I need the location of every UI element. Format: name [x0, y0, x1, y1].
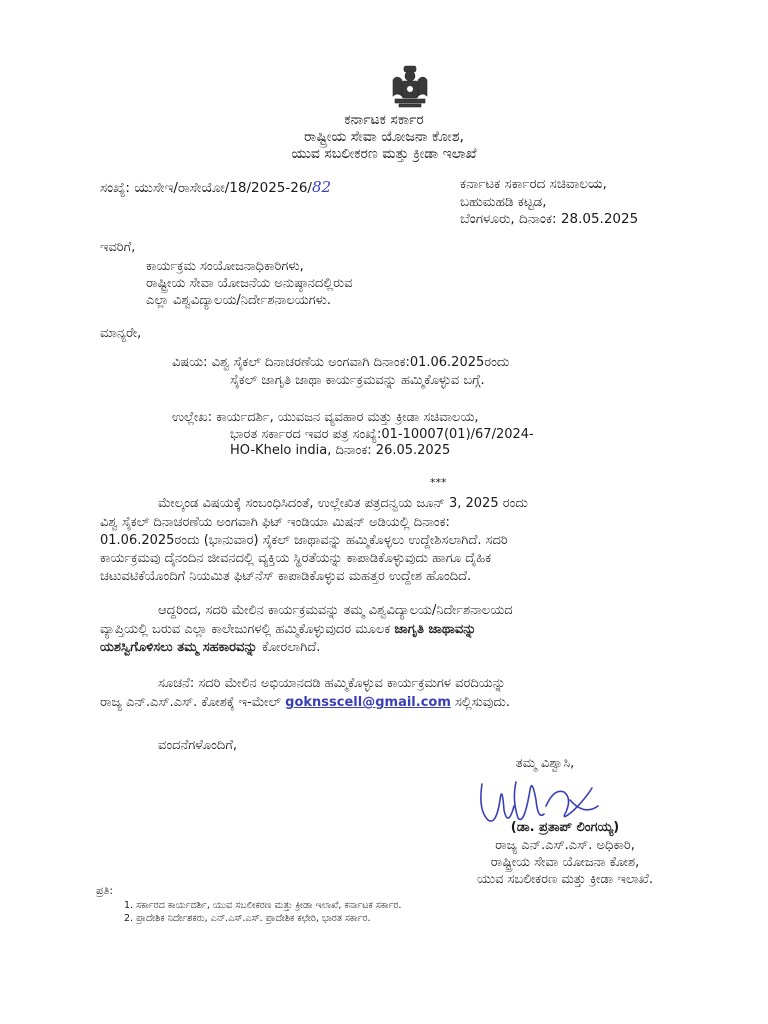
header-line2: ರಾಷ್ಟ್ರೀಯ ಸೇವಾ ಯೋಜನಾ ಕೋಶ, — [304, 129, 464, 145]
body-para2-bold: ಯಶಸ್ವಿಗೊಳಿಸಲು ತಮ್ಮ ಸಹಕಾರವನ್ನು — [100, 640, 262, 655]
copy-to-label: ಪ್ರತಿ: — [96, 884, 114, 897]
notice-line — [100, 695, 710, 710]
reference-label: ಸಂಖ್ಯೆ: ಯುಸೇಇ/ರಾಸೇಯೋ/18/2025-26/ — [100, 180, 312, 196]
notice-text: ರಾಜ್ಯ ಎನ್.ಎಸ್.ಎಸ್. ಕೋಶಕ್ಕೆ ಇ-ಮೇಲ್ — [100, 695, 286, 710]
body-para1-line: ಕಾರ್ಯಕ್ರಮವು ದೈನಂದಿನ ಜೀವನದಲ್ಲಿ ವ್ಯಕ್ತಿಯ ಸ್ಥಿರತೆಯನ್ನು ಕಾಪಾಡಿಕೊಳ್ಳುವುದು ಹಾಗೂ ದೈಹಿಕ — [100, 551, 492, 566]
body-para2-line — [100, 640, 710, 655]
body-para1-line: 01.06.2025ರಂದು (ಭಾನುವಾರ) ಸೈಕಲ್ ಜಾಥಾವನ್ನು ಹಮ್ಮಿಕೊಳ್ಳಲು ಉದ್ದೇಶಿಸಲಾಗಿದೆ. ಸದರಿ — [100, 533, 508, 548]
signer-designation: ರಾಜ್ಯ ಎನ್.ಎಸ್.ಎಸ್. ಅಧಿಕಾರಿ, — [495, 838, 635, 853]
copy-to-item: 1. ಸರ್ಕಾರದ ಕಾರ್ಯದರ್ಶಿ, ಯುವ ಸಬಲೀಕರಣ ಮತ್ತು ಕ್ರೀಡಾ ಇಲಾಖೆ, ಕರ್ನಾಟಕ ಸರ್ಕಾರ. — [124, 900, 402, 911]
address-line1: ಕರ್ನಾಟಕ ಸರ್ಕಾರದ ಸಚಿವಾಲಯ, — [460, 176, 607, 192]
reference-number — [100, 178, 331, 196]
recipient-line: ರಾಷ್ಟ್ರೀಯ ಸೇವಾ ಯೋಜನೆಯ ಅನುಷ್ಠಾನದಲ್ಲಿರುವ — [146, 276, 353, 291]
body-para1-line: ಮೇಲ್ಕಂಡ ವಿಷಯಕ್ಕೆ ಸಂಬಂಧಿಸಿದಂತೆ, ಉಲ್ಲೇಖಿತ ಪತ್ರದನ್ವಯ ಜೂನ್ 3, 2025 ರಂದು — [158, 496, 528, 511]
separator: *** — [430, 476, 447, 489]
signer-designation: ರಾಷ್ಟ್ರೀಯ ಸೇವಾ ಯೋಜನಾ ಕೋಶ, — [490, 855, 640, 870]
reference-line: HO-Khelo india, ದಿನಾಂಕ: 26.05.2025 — [230, 443, 451, 458]
notice-line: ಸೂಚನೆ: ಸದರಿ ಮೇಲಿನ ಅಭಿಯಾನದಡಿ ಹಮ್ಮಿಕೊಳ್ಳುವ ಕಾರ್ಯಕ್ರಮಗಳ ವರದಿಯನ್ನು — [158, 676, 506, 691]
subject-line: ವಿಷಯ: ವಿಶ್ವ ಸೈಕಲ್ ದಿನಾಚರಣೆಯ ಅಂಗವಾಗಿ ದಿನಾಂಕ:01.06.2025ರಂದು — [172, 355, 510, 370]
email-link[interactable]: goknsscell@gmail.com — [285, 695, 451, 710]
body-para1-line: ಚಟುವಟಿಕೆಯೊಂದಿಗೆ ನಿಯಮಿತ ಫಿಟ್‌ನೆಸ್ ಕಾಪಾಡಿಕೊಳ್ಳುವ ಮಹತ್ತರ ಉದ್ದೇಶ ಹೊಂದಿದೆ. — [100, 569, 472, 584]
body-para2-bold: ಜಾಗೃತಿ ಜಾಥಾವನ್ನು — [394, 622, 477, 637]
header-line1: ಕರ್ನಾಟಕ ಸರ್ಕಾರ — [344, 112, 424, 128]
address-line3: ಬೆಂಗಳೂರು, ದಿನಾಂಕ: 28.05.2025 — [460, 211, 639, 227]
yours-faithfully: ತಮ್ಮ ವಿಶ್ವಾಸಿ, — [515, 756, 575, 771]
reference-line: ಉಲ್ಲೇಖ: ಕಾರ್ಯದರ್ಶಿ, ಯುವಜನ ವ್ಯವಹಾರ ಮತ್ತು ಕ್ರೀಡಾ ಸಚಿವಾಲಯ, — [172, 410, 479, 425]
header-line3: ಯುವ ಸಬಲೀಕರಣ ಮತ್ತು ಕ್ರೀಡಾ ಇಲಾಖೆ — [291, 146, 477, 162]
address-line2: ಬಹುಮಹಡಿ ಕಟ್ಟಡ, — [460, 194, 547, 210]
closing: ವಂದನೆಗಳೊಂದಿಗೆ, — [158, 738, 237, 753]
body-para2-text: ಕೋರಲಾಗಿದೆ. — [261, 640, 321, 655]
copy-to-item: 2. ಪ್ರಾದೇಶಿಕ ನಿರ್ದೇಶಕರು, ಎನ್.ಎಸ್.ಎಸ್. ಪ್ರಾದೇಶಿಕ ಕಛೇರಿ, ಭಾರತ ಸರ್ಕಾರ. — [124, 913, 371, 924]
subject-line: ಸೈಕಲ್ ಜಾಗೃತಿ ಜಾಥಾ ಕಾರ್ಯಕ್ರಮವನ್ನು ಹಮ್ಮಿಕೊಳ್ಳುವ ಬಗ್ಗೆ. — [230, 373, 485, 388]
karnataka-emblem-icon — [387, 64, 433, 108]
reference-line: ಭಾರತ ಸರ್ಕಾರದ ಇವರ ಪತ್ರ ಸಂಖ್ಯೆ:01-10007(01)/67/2024- — [230, 427, 534, 442]
to-label: ಇವರಿಗೆ, — [100, 240, 136, 255]
signer-designation: ಯುವ ಸಬಲೀಕರಣ ಮತ್ತು ಕ್ರೀಡಾ ಇಲಾಖೆ. — [477, 872, 653, 887]
body-para2-line: ಆದ್ದರಿಂದ, ಸದರಿ ಮೇಲಿನ ಕಾರ್ಯಕ್ರಮವನ್ನು ತಮ್ಮ ವಿಶ್ವವಿದ್ಯಾಲಯ/ನಿರ್ದೇಶನಾಲಯದ — [158, 603, 513, 618]
body-para2-line — [100, 622, 710, 637]
notice-text: ಸಲ್ಲಿಸುವುದು. — [450, 695, 511, 710]
body-para1-line: ವಿಶ್ವ ಸೈಕಲ್ ದಿನಾಚರಣೆಯ ಅಂಗವಾಗಿ ಫಿಟ್ ಇಂಡಿಯಾ ಮಿಷನ್ ಅಡಿಯಲ್ಲಿ ದಿನಾಂಕ: — [100, 515, 450, 530]
salutation: ಮಾನ್ಯರೇ, — [100, 326, 142, 341]
recipient-line: ಕಾರ್ಯಕ್ರಮ ಸಂಯೋಜನಾಧಿಕಾರಿಗಳು, — [146, 259, 304, 274]
recipient-line: ಎಲ್ಲಾ ವಿಶ್ವವಿದ್ಯಾಲಯ/ನಿರ್ದೇಶನಾಲಯಗಳು. — [146, 293, 332, 308]
handwritten-number: 82 — [311, 178, 332, 196]
signer-name: (ಡಾ. ಪ್ರತಾಪ್ ಲಿಂಗಯ್ಯ) — [510, 820, 620, 835]
body-para2-text: ವ್ಯಾಪ್ತಿಯಲ್ಲಿ ಬರುವ ಎಲ್ಲಾ ಕಾಲೇಜುಗಳಲ್ಲಿ ಹಮ್ಮಿಕೊಳ್ಳುವುದರ ಮೂಲಕ — [100, 622, 395, 637]
